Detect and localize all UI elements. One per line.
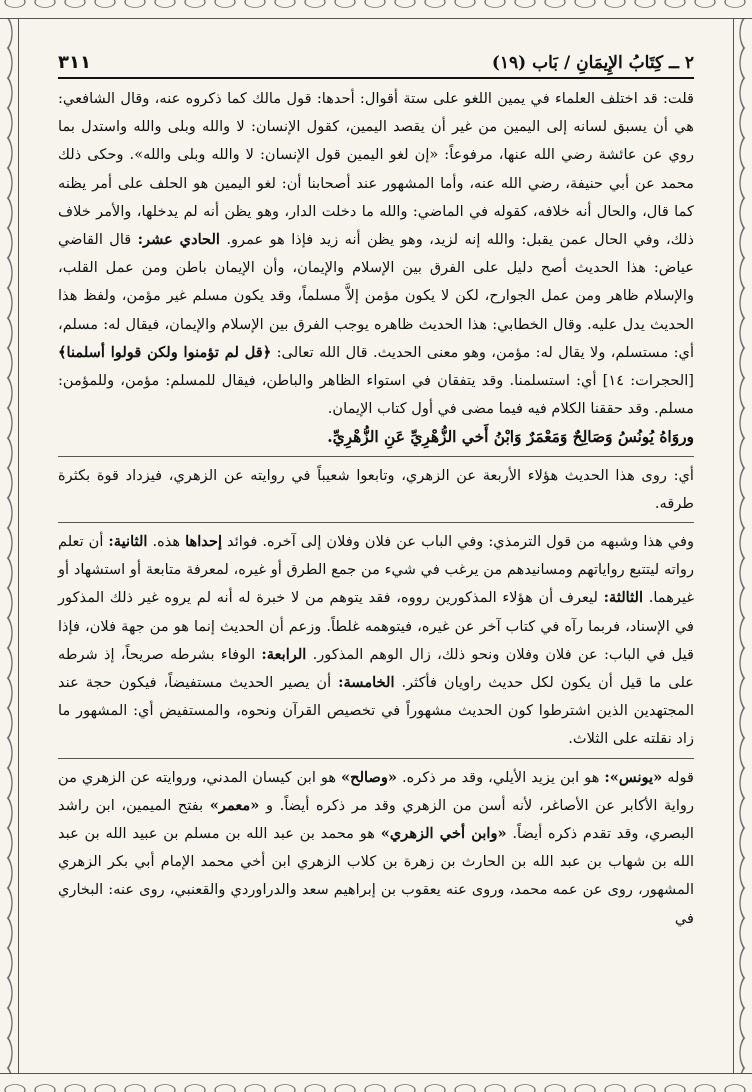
page-number: ٣١١ [58,52,91,73]
decorative-border-top [0,0,752,19]
bold-run: «يونس»: [604,768,663,786]
divider [58,456,694,457]
bold-run: الثالثة: [603,589,644,607]
paragraph-3 [58,528,694,754]
paragraph-1 [58,85,694,423]
text-run: هو ابن كيسان المدني، وروايته عن الزهري من رواية الأكابر عن الأصاغر، لأنه أسن من الزهري وقد مر ذكره أيضاً. و [58,768,695,814]
quran-quote: ﴿قل لم تؤمنوا ولكن قولوا أسلمنا﴾ [58,343,272,361]
bold-run: «وصالح» [341,768,398,786]
paragraph-4 [58,764,694,933]
text-run: هو ابن يزيد الأيلي، وقد مر ذكره. [401,768,600,786]
text-run: بفتح الميمين، ابن راشد البصري، وقد تقدم ذكره أيضاً. [58,796,694,843]
text-run: أن تعلم رواته ليتتبع رواياتهم ومسانيدهم من يرغب في شيء من جمع الطرق أو غيره، لمعرفة متابعة أو استشهاد أو غيرهما. [58,533,694,607]
text-run: قلت: قد اختلف العلماء في يمين اللغو على ستة أقوال: أحدها: قول مالك كما ذكروه عنه، وقال الشافعي: هي أن يسبق لسانه إلى اليمين من غير أن يقصد اليمين، كقول الإنسان: لا والله وبلى والله واستدل بما روي عن عائشة رضي الله عنها، مرفوعاً: «إن لغو اليمين قول الإنسان: لا والله وبلى والله». وحكى ذلك محمد عن أبي حنيفة، رضي الله عنه، وأما المشهور عند أصحابنا أن: لغو اليمين هو الحلف على أمر يظنه كما قال، والحال أنه خلافه، كقوله في الماضي: والله ما دخلت الدار، وهو يظن أنه لم يدخلها، والأمر خلاف ذلك، وفي الحال عمن يقبل: والله إنه لزيد، وهو يظن أنه زيد فإذا هو عمرو. [58,90,695,249]
decorative-border-right [733,18,752,1074]
divider [58,522,694,523]
bold-run: الخامسة: [338,674,395,692]
divider [58,758,694,759]
bold-run: الرابعة: [261,645,307,663]
text-run: أن يصير الحديث مستفيضاً، فيكون حجة عند المجتهدين الذين اشترطوا كون الحديث مشهوراً في تخصيص القرآن ونحوه، والمستفيض أي: المشهور ما زاد نقلته على الثلاث. [58,674,694,748]
text-run: هذه. [152,533,181,551]
chapter-title: ٢ ــ كِتَابُ الإِيمَانِ / بَاب (١٩) [491,53,694,73]
page-content [58,52,694,1064]
bold-run: الحادي عشر: [137,231,220,249]
bold-run: «معمر» [209,796,260,814]
bold-run: إحداها [185,533,223,551]
decorative-border-left [0,18,19,1074]
text-run: الوفاء بشرطه صريحاً، إذ شرطه على ما قيل أن يكون لكل حديث راويان فأكثر. [58,645,695,692]
text-run: [الحجرات: ١٤] أي: استسلمنا. وقد يتفقان في استواء الظاهر والباطن، فيقال للمسلم: مؤمن، وللمؤمن: مسلم. وقد حققنا الكلام فيه فيما مضى في أول كتاب الإيمان. [58,372,694,418]
decorative-border-bottom [0,1073,752,1092]
bold-run: الثانية: [108,533,148,551]
text-run: هو محمد بن عبد الله بن مسلم بن عبيد الله بن عبد الله بن شهاب بن عبد الله بن الحارث بن زهرة بن كلاب الزهري ابن أخي محمد الإمام أبي بكر الزهري المشهور، روى عن عمه محمد، وروى عنه يعقوب بن إبراهيم سعد والدراوردي والقعنبي، روى عنه: البخاري في [58,825,694,927]
paragraph-2: أي: روى هذا الحديث هؤلاء الأربعة عن الزهري، وتابعوا شعيباً في روايته عن الزهري، فيزداد قوة بكثرة طرقه. [58,466,694,512]
page-header [58,52,694,79]
hadith-text: وروَاهُ يُونُسُ وَصَالِحٌ وَمَعْمَرٌ وَابْنُ أَخي الزُّهْرِيِّ عَنِ الزُّهْرِيِّ. [327,428,694,447]
text-run: قال القاضي عياض: هذا الحديث أصح دليل على الفرق بين الإسلام والإيمان، وأن الإيمان باطن ومن عمل القلب، والإسلام ظاهر ومن عمل الجوارح، لكن لا يكون مؤمن إلاَّ مسلماً، وقد يكون مسلم غير مؤمن، ولفظ هذا الحديث يدل عليه. وقال الخطابي: هذا الحديث ظاهره يوجب الفرق بين الإسلام والإيمان، فيقال له: مسلم، أي: مستسلم، ولا يقال له: مؤمن، وهو معنى الحديث. قال الله تعالى: [58,231,695,361]
text-run: قوله [667,768,695,786]
text-run: وفي هذا وشبهه من قول الترمذي: وفي الباب عن فلان وفلان إلى آخره. فوائد [227,533,694,551]
bold-run: «وابن أخي الزهري» [380,825,507,843]
text-run: ليعرف أن هؤلاء المذكورين رووه، فقد يتوهم من لا خبرة له أنه لم يروه غير ذلك المذكور في الإسناد، فربما رآه في كتاب آخر عن غيره، فيتوهمه غلطاً. وزعم أن الحديث إنما هو من جهة فلان، فإذا قيل في الباب: عن فلان وفلان ونحو ذلك، زال الوهم المذكور. [58,589,695,663]
